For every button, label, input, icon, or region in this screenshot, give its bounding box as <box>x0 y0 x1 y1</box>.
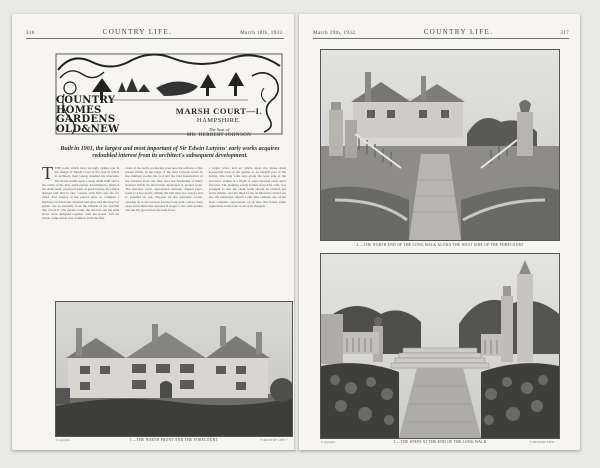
article-lede: Built in 1901, the largest and most important of Sir Edwin Lutyens' early works acquires redoubled interest from its architect's subsequent development. <box>60 146 280 159</box>
photo-caption: 3.—THE STEPS AT THE END OF THE LONG WALK <box>393 440 487 444</box>
right-folio: 317 <box>560 31 569 36</box>
house-photo-image <box>56 302 292 436</box>
banner-title <box>56 96 148 134</box>
right-running-head <box>313 28 569 36</box>
article-body <box>42 166 286 296</box>
right-magazine-title: COUNTRY LIFE. <box>423 28 494 36</box>
right-head-rule <box>313 38 569 39</box>
banner-illustration <box>52 48 288 140</box>
drop-cap: T <box>42 166 53 183</box>
photo-credit-copyright: Copyright. <box>56 438 71 442</box>
body-column-3: a larger scale, and an article upon the house must necessarily treat of the garden as an integral part of the design. The long walk runs along the west side of the forecourt, ending in a flight of steps between stone piers and urns. The planting, partly formal and partly wild, was arranged so that the chalk walls should be clothed but never hidden, and the lines of the architecture carried out into the landscape. Marsh Court thus remains one of the most complete expressions of an idea that found wider application in the later work of its designer. <box>208 166 286 208</box>
photo-caption: 2.—THE NORTH END OF THE LONG WALK ALONG THE WEST SIDE OF THE FORECOURT <box>356 243 524 247</box>
left-head-rule <box>26 38 284 39</box>
photo-credit-magazine: “COUNTRY LIFE.” <box>529 440 557 444</box>
steps-photo-image <box>321 254 559 438</box>
banner-line: COUNTRY <box>56 95 116 106</box>
article-seat: The Seat of <box>208 127 230 132</box>
left-running-head <box>26 28 284 36</box>
left-page <box>12 14 296 450</box>
body-column-2: cious of the north, producing even now the softness of the plaster finish, in the range of the later Lutyens work. In the chimney stacks, the roof and the bold fenestration of the entrance front one may trace the beginning of many motives which he afterwards developed at greater scale. The entrance court, approached between clipped yews, leads to a low porch; within, the hall rises two storeys and is panelled in oak. Beyond lie the principal rooms, opening on to the terraces and the long walk, whose stone steps and balustrades descend in stages to the sunk garden and the lily pool below the west front. <box>125 166 203 213</box>
magazine-spread <box>12 14 584 454</box>
article-title: MARSH COURT—I. <box>175 106 263 116</box>
right-page <box>299 14 580 450</box>
photo-long-walk <box>321 50 559 240</box>
photo-caption: 1.—THE NORTH FRONT AND THE FORECOURT. <box>129 438 219 442</box>
article-owner: MR. HERBERT JOHNSON <box>186 133 252 138</box>
left-date: March 18th, 1932. <box>240 31 284 36</box>
photo-north-front <box>56 302 292 436</box>
banner-line: OLD&NEW <box>56 123 120 135</box>
banner-line: GARDENS <box>56 114 116 125</box>
right-date: March 19th, 1932. <box>313 31 357 36</box>
body-text: THE point which most strongly strikes one in the design of Marsh Court is the way in which its architect, then young, handled his materials. The house stands upon a steep chalk bluff above the valley of the Test, and Lutyens, determined to build of the chalk itself, produced walls of great beauty, the clunch dressed and laid in fine courses with flint and tile for relief. Few houses of the period show so complete a harmony between site, material and plan, and the long low gables rise as naturally from the hillside as the beeches that crown it. The garden walls, the terraces and the sunk pools were designed together with the house, and the whole composition was complete from the first. <box>42 166 120 221</box>
article-heading <box>164 106 274 138</box>
body-column-1 <box>42 166 119 296</box>
photo-credit-copyright: Copyright. <box>321 440 336 444</box>
banner-line: HOMES <box>56 104 102 116</box>
terrace-photo-image <box>321 50 559 240</box>
photo-steps <box>321 254 559 438</box>
left-magazine-title: COUNTRY LIFE. <box>102 28 173 36</box>
photo-credit-magazine: “COUNTRY LIFE.” <box>260 438 288 442</box>
article-location: HAMPSHIRE. <box>196 117 242 124</box>
left-folio: 316 <box>26 31 35 36</box>
